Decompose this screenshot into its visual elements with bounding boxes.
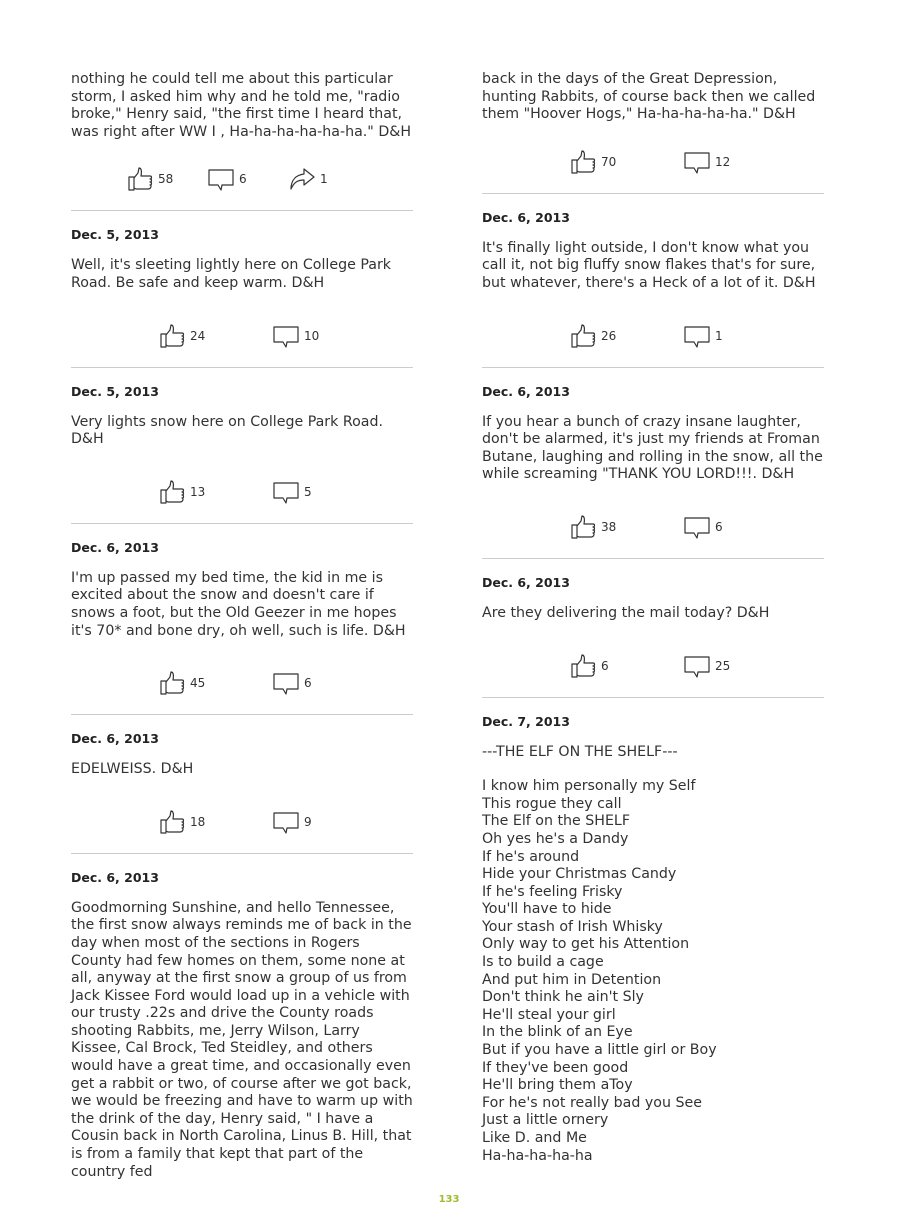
comment-icon bbox=[273, 809, 299, 835]
post-text: EDELWEISS. D&H bbox=[71, 761, 194, 778]
thumbs-up-icon bbox=[127, 166, 153, 192]
comment-icon bbox=[273, 670, 299, 696]
post-text: nothing he could tell me about this particular storm, I asked him why and he told me, "radio broke," Henry said, "the first time I heard that, was right after WW I , Ha-ha-ha-ha-ha-ha." D&H bbox=[71, 71, 411, 140]
like-button[interactable] bbox=[159, 807, 205, 837]
like-button[interactable] bbox=[159, 477, 205, 507]
thumbs-up-icon bbox=[159, 479, 185, 505]
post-text: Well, it's sleeting lightly here on College Park Road. Be safe and keep warm. D&H bbox=[71, 257, 391, 291]
like-button[interactable] bbox=[570, 512, 616, 542]
page-number: 133 bbox=[438, 1194, 460, 1205]
post-text: Are they delivering the mail today? D&H bbox=[482, 604, 770, 621]
comment-count: 6 bbox=[239, 172, 247, 187]
comment-count: 12 bbox=[715, 154, 731, 169]
share-button[interactable] bbox=[289, 164, 328, 194]
comment-count: 10 bbox=[304, 328, 320, 343]
like-count: 45 bbox=[190, 676, 206, 691]
like-count: 38 bbox=[601, 519, 617, 534]
like-count: 18 bbox=[190, 814, 206, 829]
post-actions bbox=[482, 512, 824, 542]
thumbs-up-icon bbox=[159, 323, 185, 349]
post-actions bbox=[482, 651, 824, 681]
like-count: 26 bbox=[601, 328, 617, 343]
post-date: Dec. 6, 2013 bbox=[71, 869, 159, 885]
post-date: Dec. 5, 2013 bbox=[71, 383, 159, 399]
left-column bbox=[71, 71, 413, 1181]
post-actions bbox=[71, 807, 413, 837]
thumbs-up-icon bbox=[159, 809, 185, 835]
comment-count: 9 bbox=[304, 814, 312, 829]
post-date: Dec. 6, 2013 bbox=[482, 574, 570, 590]
like-button[interactable] bbox=[570, 651, 609, 681]
post-text: I'm up passed my bed time, the kid in me is excited about the snow and doesn't care if snows a foot, but the Old Geezer in me hopes it's 70* and bone dry, oh well, such is life. D&H bbox=[71, 569, 406, 639]
poem-title: ---THE ELF ON THE SHELF--- bbox=[482, 743, 678, 760]
post-date: Dec. 6, 2013 bbox=[482, 209, 570, 225]
post-text: Very lights snow here on College Park Road. D&H bbox=[71, 413, 383, 448]
comment-count: 25 bbox=[715, 658, 731, 673]
comment-button[interactable] bbox=[684, 651, 730, 681]
comment-icon bbox=[273, 323, 299, 349]
comment-icon bbox=[684, 323, 710, 349]
share-count: 1 bbox=[320, 172, 328, 187]
post-date: Dec. 5, 2013 bbox=[71, 227, 159, 243]
post-text: If you hear a bunch of crazy insane laughter, don't be alarmed, it's just my friends at Froman Butane, laughing and rolling in the snow, all the while screaming "THANK YOU LORD!!!. D&H bbox=[482, 413, 823, 483]
thumbs-up-icon bbox=[570, 653, 596, 679]
comment-icon bbox=[273, 479, 299, 505]
comment-button[interactable] bbox=[208, 164, 247, 194]
post-date: Dec. 7, 2013 bbox=[482, 713, 570, 729]
post-actions bbox=[71, 164, 413, 194]
post-date: Dec. 6, 2013 bbox=[71, 731, 159, 747]
comment-count: 6 bbox=[304, 676, 312, 691]
post-date: Dec. 6, 2013 bbox=[482, 383, 570, 399]
like-count: 6 bbox=[601, 658, 609, 673]
comment-button[interactable] bbox=[684, 512, 723, 542]
comment-icon bbox=[684, 514, 710, 540]
thumbs-up-icon bbox=[570, 149, 596, 175]
like-button[interactable] bbox=[159, 668, 205, 698]
comment-count: 5 bbox=[304, 484, 312, 499]
post-actions bbox=[71, 668, 413, 698]
post-text: It's finally light outside, I don't know what you call it, not big fluffy snow flakes that's for sure, but whatever, there's a Heck of a lot of it. D&H bbox=[482, 239, 816, 291]
comment-button[interactable] bbox=[273, 668, 312, 698]
post-date: Dec. 6, 2013 bbox=[71, 539, 159, 555]
comment-count: 6 bbox=[715, 519, 723, 534]
comment-button[interactable] bbox=[273, 477, 312, 507]
like-count: 13 bbox=[190, 484, 206, 499]
poem-text: I know him personally my Self This rogue they call The Elf on the SHELF Oh yes he's a Dandy If he's around Hide your Christmas Candy If he's feeling Frisky You'll have to hide Your stash of Irish Whisky Only way to get his Attention Is to build a cage And put him in Detention Don't think he ain't Sly He'll steal your girl In the blink of an Eye But if you have a little girl or Boy If they've been good He'll bring them aToy For he's not really bad you See Just a little ornery Like D. and Me Ha-ha-ha-ha-ha bbox=[482, 778, 717, 1164]
post-actions bbox=[482, 321, 824, 351]
thumbs-up-icon bbox=[570, 323, 596, 349]
comment-button[interactable] bbox=[684, 147, 730, 177]
thumbs-up-icon bbox=[159, 670, 185, 696]
comment-button[interactable] bbox=[273, 807, 312, 837]
like-count: 24 bbox=[190, 328, 206, 343]
thumbs-up-icon bbox=[570, 514, 596, 540]
comment-button[interactable] bbox=[273, 321, 319, 351]
comment-button[interactable] bbox=[684, 321, 723, 351]
comment-icon bbox=[684, 653, 710, 679]
comment-icon bbox=[208, 166, 234, 192]
post-actions bbox=[71, 321, 413, 351]
like-button[interactable] bbox=[159, 321, 205, 351]
post-text: back in the days of the Great Depression, hunting Rabbits, of course back then we called them "Hoover Hogs," Ha-ha-ha-ha-ha." D&H bbox=[482, 71, 816, 123]
like-button[interactable] bbox=[570, 321, 616, 351]
share-icon bbox=[289, 166, 315, 192]
comment-icon bbox=[684, 149, 710, 175]
like-count: 70 bbox=[601, 154, 617, 169]
like-button[interactable] bbox=[570, 147, 616, 177]
post-text: Goodmorning Sunshine, and hello Tennessee, the first snow always reminds me of back in the day when most of the sections in Rogers County had few homes on them, some none at all, anyway at the first snow a group of us from Jack Kissee Ford would load up in a vehicle with our trusty .22s and drive the County roads shooting Rabbits, me, Jerry Wilson, Larry Kissee, Cal Brock, Ted Steidley, and others would have a great time, and occasionally even get a rabbit or two, of course after we got back, we would be freezing and have to warm up with the drink of the day, Henry said, " I have a Cousin back in North Carolina, Linus B. Hill, that is from a family that kept that part of the country fed bbox=[71, 899, 413, 1180]
right-column bbox=[482, 71, 824, 1165]
like-button[interactable] bbox=[127, 164, 173, 194]
post-actions bbox=[482, 147, 824, 177]
like-count: 58 bbox=[158, 172, 174, 187]
comment-count: 1 bbox=[715, 328, 723, 343]
post-actions bbox=[71, 477, 413, 507]
